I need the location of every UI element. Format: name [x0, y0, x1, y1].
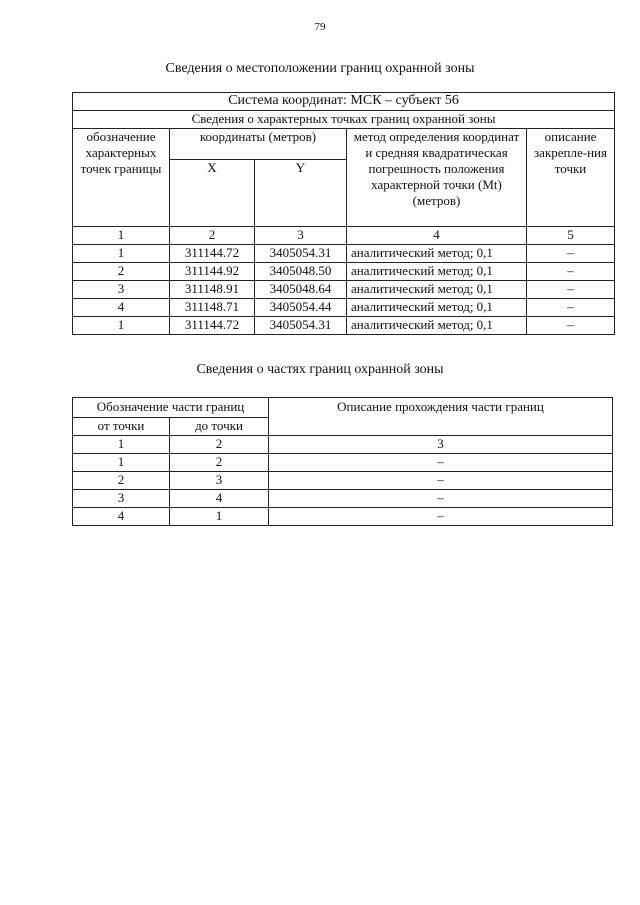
desc-cell: –	[527, 245, 615, 263]
points-subheader: Сведения о характерных точках границ охранной зоны	[73, 111, 615, 129]
method-cell: аналитический метод; 0,1	[347, 263, 527, 281]
from-cell: 3	[73, 490, 170, 508]
x-cell: 311148.91	[170, 281, 255, 299]
boundary-parts-table	[72, 397, 613, 526]
table-row	[73, 472, 613, 490]
table-row	[73, 263, 615, 281]
coordinate-system-label: Система координат: МСК – субъект 56	[73, 93, 615, 111]
point-cell: 1	[73, 317, 170, 335]
description-cell: –	[269, 472, 613, 490]
column-number: 3	[255, 227, 347, 245]
x-cell: 311144.72	[170, 245, 255, 263]
header-method: метод определения координат и средняя квадратическая погрешность положения характерной точки (Mt) (метров)	[347, 129, 527, 227]
method-cell: аналитический метод; 0,1	[347, 299, 527, 317]
boundary-points-table	[72, 92, 615, 335]
column-number-row	[73, 227, 615, 245]
from-cell: 1	[73, 454, 170, 472]
table-row	[73, 508, 613, 526]
header-from-point: от точки	[73, 418, 170, 436]
table-row	[73, 490, 613, 508]
desc-cell: –	[527, 299, 615, 317]
column-number: 3	[269, 436, 613, 454]
table-row	[73, 317, 615, 335]
column-number: 4	[347, 227, 527, 245]
header-y: Y	[255, 160, 347, 227]
column-number-row	[73, 436, 613, 454]
header-coordinates: координаты (метров)	[170, 129, 347, 160]
column-number: 2	[170, 227, 255, 245]
header-description: описание закрепле-ния точки	[527, 129, 615, 227]
header-x: X	[170, 160, 255, 227]
x-cell: 311144.72	[170, 317, 255, 335]
y-cell: 3405048.64	[255, 281, 347, 299]
page-number: 79	[314, 21, 326, 33]
table-row	[73, 299, 615, 317]
from-cell: 4	[73, 508, 170, 526]
description-cell: –	[269, 454, 613, 472]
point-cell: 2	[73, 263, 170, 281]
point-cell: 1	[73, 245, 170, 263]
table-row	[73, 281, 615, 299]
section-title-boundary-location: Сведения о местоположении границ охранной зоны	[165, 61, 475, 76]
column-number: 1	[73, 436, 170, 454]
header-part-designation: Обозначение части границ	[73, 398, 269, 418]
desc-cell: –	[527, 317, 615, 335]
y-cell: 3405048.50	[255, 263, 347, 281]
desc-cell: –	[527, 281, 615, 299]
to-cell: 2	[170, 454, 269, 472]
x-cell: 311144.92	[170, 263, 255, 281]
section-title-boundary-parts: Сведения о частях границ охранной зоны	[196, 362, 444, 377]
to-cell: 4	[170, 490, 269, 508]
description-cell: –	[269, 508, 613, 526]
method-cell: аналитический метод; 0,1	[347, 245, 527, 263]
header-to-point: до точки	[170, 418, 269, 436]
column-number: 1	[73, 227, 170, 245]
to-cell: 1	[170, 508, 269, 526]
point-cell: 4	[73, 299, 170, 317]
y-cell: 3405054.44	[255, 299, 347, 317]
header-point-designation: обозначение характерных точек границы	[73, 129, 170, 227]
description-cell: –	[269, 490, 613, 508]
table-row	[73, 245, 615, 263]
column-number: 2	[170, 436, 269, 454]
x-cell: 311148.71	[170, 299, 255, 317]
column-number: 5	[527, 227, 615, 245]
point-cell: 3	[73, 281, 170, 299]
to-cell: 3	[170, 472, 269, 490]
desc-cell: –	[527, 263, 615, 281]
from-cell: 2	[73, 472, 170, 490]
y-cell: 3405054.31	[255, 317, 347, 335]
header-part-description: Описание прохождения части границ	[269, 398, 613, 436]
method-cell: аналитический метод; 0,1	[347, 317, 527, 335]
y-cell: 3405054.31	[255, 245, 347, 263]
method-cell: аналитический метод; 0,1	[347, 281, 527, 299]
table-row	[73, 454, 613, 472]
